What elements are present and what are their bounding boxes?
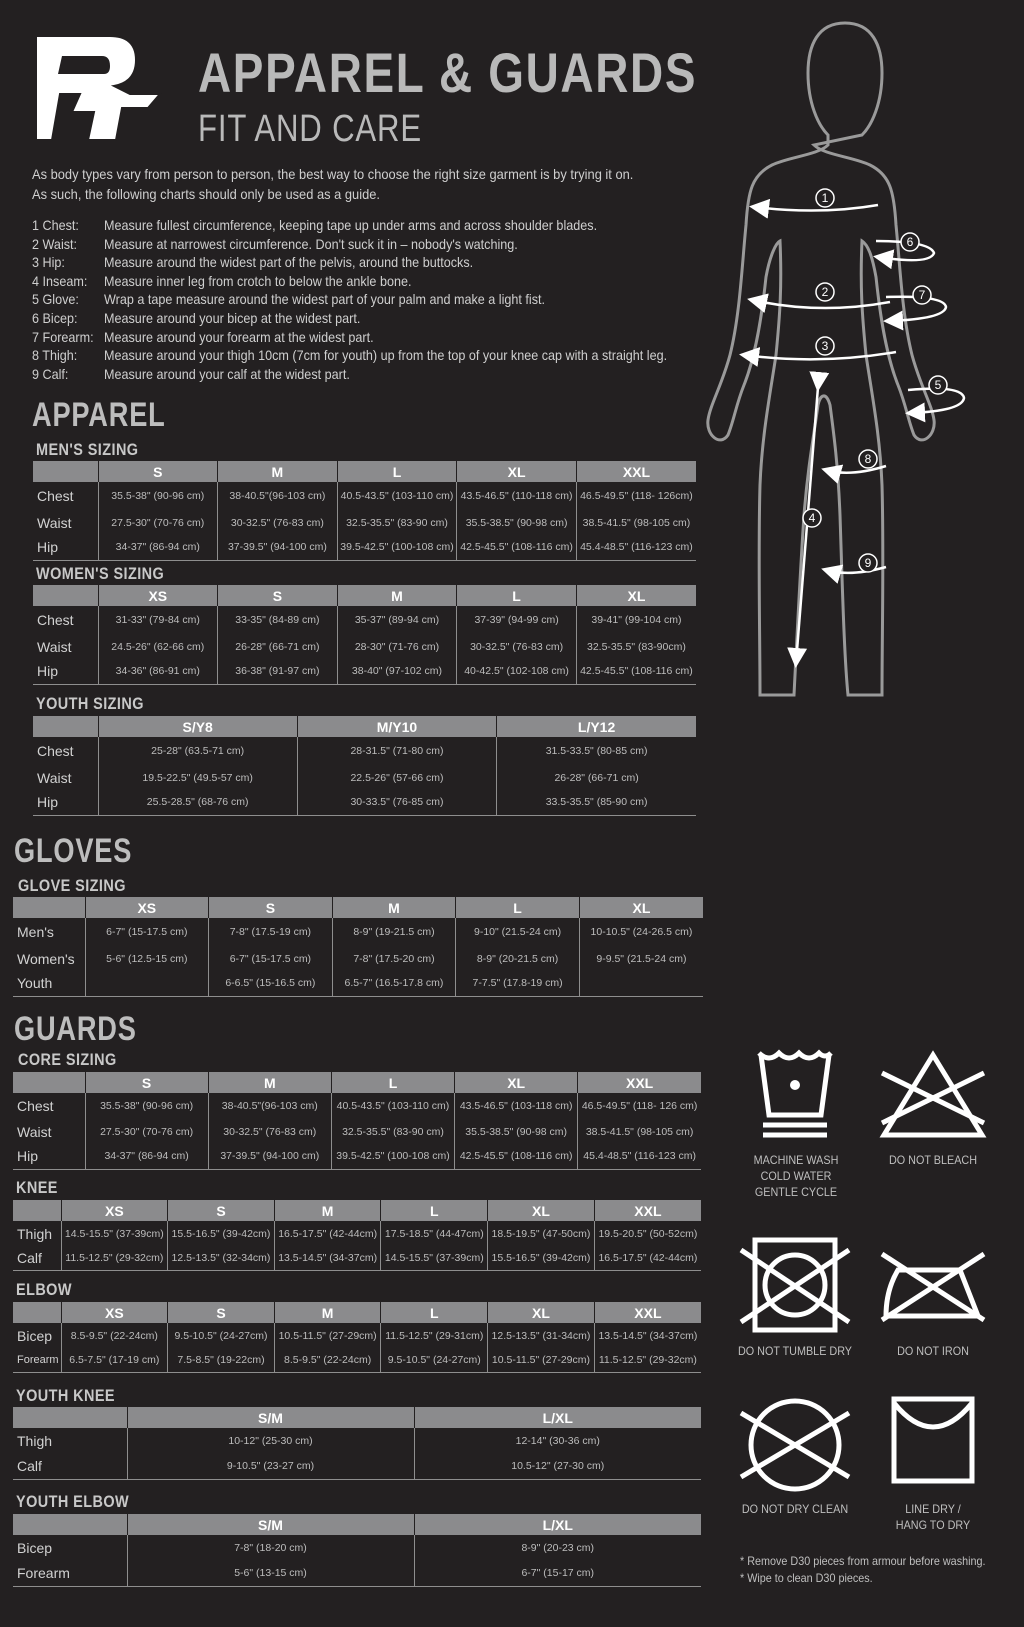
core-sizing-table bbox=[13, 1072, 701, 1170]
care-label-dry-clean: DO NOT DRY CLEAN bbox=[741, 1502, 849, 1516]
size-header: S bbox=[98, 461, 218, 482]
page-title: APPAREL & GUARDS bbox=[198, 41, 698, 104]
measurement-instructions bbox=[32, 216, 680, 383]
size-header: XS bbox=[61, 1200, 168, 1221]
marker-label-2: 2 bbox=[821, 285, 829, 299]
instruction-row: 4 Inseam: Measure inner leg from crotch to below the ankle bone. bbox=[32, 272, 412, 289]
table-row: Waist 27.5-30" (70-76 cm) 30-32.5" (76-83 cm) 32.5-35.5" (83-90 cm) 35.5-38.5" (90-98 cm) 38.5-41.5" (98-105 cm) bbox=[33, 510, 696, 535]
youth-elbow-sizing-table bbox=[13, 1514, 701, 1587]
marker-label-5: 5 bbox=[934, 378, 942, 392]
table-row: Youth 6-6.5" (15-16.5 cm) 6.5-7" (16.5-17.8 cm) 7-7.5" (17.8-19 cm) bbox=[13, 971, 703, 996]
size-header: L bbox=[331, 1072, 454, 1093]
apparel-heading: APPAREL bbox=[32, 396, 166, 434]
instruction-row: 5 Glove: Wrap a tape measure around the widest part of your palm and make a light fist. bbox=[32, 291, 545, 308]
marker-label-3: 3 bbox=[821, 339, 829, 353]
size-header: S bbox=[168, 1200, 275, 1221]
care-label-bleach: DO NOT BLEACH bbox=[888, 1153, 978, 1167]
instruction-row: 2 Waist: Measure at narrowest circumference. Don't suck it in – nobody's watching. bbox=[32, 235, 518, 252]
table-row: Thigh 14.5-15.5" (37-39cm) 15.5-16.5" (39-42cm) 16.5-17.5" (42-44cm) 17.5-18.5" (44-47cm) 18.5-19.5" (47-50cm) 19.5-20.5" (50-52cm) bbox=[13, 1221, 701, 1246]
instruction-row: 7 Forearm: Measure around your forearm at the widest part. bbox=[32, 328, 374, 345]
size-header: M/Y10 bbox=[297, 716, 496, 737]
size-header: XXL bbox=[578, 1072, 701, 1093]
size-header: S/Y8 bbox=[98, 716, 297, 737]
size-header: XS bbox=[98, 585, 218, 606]
size-header: M bbox=[337, 585, 457, 606]
size-header: S bbox=[209, 897, 333, 918]
size-header: XXL bbox=[576, 461, 696, 482]
line-dry-icon bbox=[890, 1395, 976, 1485]
size-header: L/XL bbox=[414, 1407, 701, 1428]
size-header: S bbox=[218, 585, 338, 606]
table-row: Hip 34-36" (86-91 cm) 36-38" (91-97 cm) 38-40" (97-102 cm) 40-42.5" (102-108 cm) 42.5-45.5" (108-116 cm) bbox=[33, 659, 696, 684]
table-row: Waist 27.5-30" (70-76 cm) 30-32.5" (76-83 cm) 32.5-35.5" (83-90 cm) 35.5-38.5" (90-98 cm) 38.5-41.5" (98-105 cm) bbox=[13, 1119, 701, 1144]
table-row: Hip 34-37" (86-94 cm) 37-39.5" (94-100 cm) 39.5-42.5" (100-108 cm) 42.5-45.5" (108-116 cm) 45.4-48.5" (116-123 cm) bbox=[33, 535, 696, 560]
knee-sizing-table bbox=[13, 1200, 701, 1271]
do-not-tumble-dry-icon bbox=[739, 1236, 851, 1336]
size-header: L bbox=[337, 461, 457, 482]
womens-sizing-table bbox=[33, 585, 696, 685]
size-header: L bbox=[457, 585, 577, 606]
care-label-tumble: DO NOT TUMBLE DRY bbox=[737, 1344, 853, 1358]
gloves-heading: GLOVES bbox=[14, 832, 133, 870]
body-measurement-figure bbox=[700, 15, 990, 725]
size-header: L bbox=[381, 1200, 488, 1221]
table-row: Hip 25.5-28.5" (68-76 cm) 30-33.5" (76-85 cm) 33.5-35.5" (85-90 cm) bbox=[33, 790, 696, 815]
marker-label-9: 9 bbox=[864, 556, 872, 570]
table-row: Forearm 5-6" (13-15 cm) 6-7" (15-17 cm) bbox=[13, 1561, 701, 1586]
table-row: Waist 19.5-22.5" (49.5-57 cm) 22.5-26" (57-66 cm) 26-28" (66-71 cm) bbox=[33, 765, 696, 790]
table-row: Chest 31-33" (79-84 cm) 33-35" (84-89 cm) 35-37" (89-94 cm) 37-39" (94-99 cm) 39-41" (99-104 cm) bbox=[33, 606, 696, 634]
do-not-bleach-icon bbox=[878, 1049, 988, 1141]
youth-elbow-heading: YOUTH ELBOW bbox=[16, 1492, 130, 1511]
size-header: L/XL bbox=[414, 1514, 701, 1535]
size-header: M bbox=[332, 897, 456, 918]
table-row: Calf 11.5-12.5" (29-32cm) 12.5-13.5" (32-34cm) 13.5-14.5" (34-37cm) 14.5-15.5" (37-39cm) 15.5-16.5" (39-42cm) 16.5-17.5" (42-44cm) bbox=[13, 1246, 701, 1270]
glove-sizing-table bbox=[13, 897, 703, 997]
elbow-heading: ELBOW bbox=[16, 1280, 72, 1299]
mens-sizing-table bbox=[33, 461, 696, 561]
size-header: XL bbox=[576, 585, 696, 606]
womens-sizing-heading: WOMEN'S SIZING bbox=[36, 564, 165, 583]
table-row: Bicep 7-8" (18-20 cm) 8-9" (20-23 cm) bbox=[13, 1535, 701, 1561]
marker-label-6: 6 bbox=[906, 235, 914, 249]
size-header: S/M bbox=[127, 1514, 414, 1535]
table-row: Men's 6-7" (15-17.5 cm) 7-8" (17.5-19 cm) 8-9" (19-21.5 cm) 9-10" (21.5-24 cm) 10-10.5" (24-26.5 cm) bbox=[13, 918, 703, 946]
marker-label-1: 1 bbox=[821, 191, 829, 205]
table-row: Chest 35.5-38" (90-96 cm) 38-40.5"(96-103 cm) 40.5-43.5" (103-110 cm) 43.5-46.5" (110-118 cm) 46.5-49.5" (118- 126cm) bbox=[33, 482, 696, 510]
size-header: S bbox=[168, 1302, 275, 1323]
size-header: L bbox=[381, 1302, 488, 1323]
machine-wash-icon bbox=[755, 1047, 835, 1143]
race-face-logo-icon bbox=[32, 32, 164, 144]
knee-heading: KNEE bbox=[16, 1178, 58, 1197]
size-header: M bbox=[274, 1200, 381, 1221]
instruction-row: 6 Bicep: Measure around your bicep at the widest part. bbox=[32, 309, 361, 326]
intro-text: As body types vary from person to person, the best way to choose the right size garment is by trying it on. As such, the following charts should only be used as a guide. bbox=[32, 166, 634, 202]
size-header: XS bbox=[85, 897, 209, 918]
marker-label-4: 4 bbox=[808, 511, 816, 525]
instruction-row: 8 Thigh: Measure around your thigh 10cm (7cm for youth) up from the top of your knee cap with a straight leg. bbox=[32, 347, 668, 364]
size-header: M bbox=[218, 461, 338, 482]
instruction-row: 3 Hip: Measure around the widest part of the pelvis, around the buttocks. bbox=[32, 254, 474, 271]
table-row: Chest 35.5-38" (90-96 cm) 38-40.5"(96-103 cm) 40.5-43.5" (103-110 cm) 43.5-46.5" (103-118 cm) 46.5-49.5" (118- 126 cm) bbox=[13, 1093, 701, 1119]
mens-sizing-heading: MEN'S SIZING bbox=[36, 440, 139, 459]
do-not-iron-icon bbox=[878, 1250, 988, 1324]
glove-sizing-heading: GLOVE SIZING bbox=[18, 876, 126, 895]
size-header: XL bbox=[488, 1200, 595, 1221]
table-row: Chest 25-28" (63.5-71 cm) 28-31.5" (71-80 cm) 31.5-33.5" (80-85 cm) bbox=[33, 737, 696, 765]
size-header: M bbox=[274, 1302, 381, 1323]
youth-knee-sizing-table bbox=[13, 1407, 701, 1480]
marker-label-7: 7 bbox=[918, 288, 926, 302]
table-row: Forearm 6.5-7.5" (17-19 cm) 7.5-8.5" (19-22cm) 8.5-9.5" (22-24cm) 9.5-10.5" (24-27cm) 10.5-11.5" (27-29cm) 11.5-12.5" (29-32cm) bbox=[13, 1348, 701, 1372]
size-header: XXL bbox=[594, 1200, 701, 1221]
youth-sizing-table bbox=[33, 716, 696, 816]
page-subtitle: FIT AND CARE bbox=[198, 108, 422, 150]
size-header: XS bbox=[61, 1302, 168, 1323]
instruction-row: 9 Calf: Measure around your calf at the widest part. bbox=[32, 365, 350, 382]
table-row: Calf 9-10.5" (23-27 cm) 10.5-12" (27-30 cm) bbox=[13, 1454, 701, 1479]
care-label-wash: MACHINE WASH COLD WATER GENTLE CYCLE bbox=[753, 1153, 839, 1199]
care-label-line-dry: LINE DRY / HANG TO DRY bbox=[895, 1502, 971, 1532]
size-header: XL bbox=[455, 1072, 578, 1093]
care-label-iron: DO NOT IRON bbox=[897, 1344, 969, 1358]
elbow-sizing-table bbox=[13, 1302, 701, 1373]
table-row: Hip 34-37" (86-94 cm) 37-39.5" (94-100 cm) 39.5-42.5" (100-108 cm) 42.5-45.5" (108-116 cm) 45.4-48.5" (116-123 cm) bbox=[13, 1144, 701, 1169]
do-not-dry-clean-icon bbox=[739, 1395, 851, 1495]
table-row: Waist 24.5-26" (62-66 cm) 26-28" (66-71 cm) 28-30" (71-76 cm) 30-32.5" (76-83 cm) 32.5-35.5" (83-90cm) bbox=[33, 634, 696, 659]
size-header: XL bbox=[579, 897, 703, 918]
marker-label-8: 8 bbox=[864, 452, 872, 466]
table-row: Bicep 8.5-9.5" (22-24cm) 9.5-10.5" (24-27cm) 10.5-11.5" (27-29cm) 11.5-12.5" (29-31cm) 12.5-13.5" (31-34cm) 13.5-14.5" (34-37cm) bbox=[13, 1323, 701, 1348]
care-notes: * Remove D30 pieces from armour before washing. * Wipe to clean D30 pieces. bbox=[740, 1554, 986, 1585]
guards-heading: GUARDS bbox=[14, 1010, 137, 1048]
core-sizing-heading: CORE SIZING bbox=[18, 1050, 117, 1069]
size-header: L bbox=[456, 897, 580, 918]
size-header: XL bbox=[457, 461, 577, 482]
youth-knee-heading: YOUTH KNEE bbox=[16, 1386, 115, 1405]
table-row: Women's 5-6" (12.5-15 cm) 6-7" (15-17.5 cm) 7-8" (17.5-20 cm) 8-9" (20-21.5 cm) 9-9.5" (21.5-24 cm) bbox=[13, 946, 703, 971]
size-header: M bbox=[208, 1072, 331, 1093]
size-header: S bbox=[85, 1072, 208, 1093]
size-header: XXL bbox=[594, 1302, 701, 1323]
size-header: XL bbox=[488, 1302, 595, 1323]
size-header: S/M bbox=[127, 1407, 414, 1428]
instruction-row: 1 Chest: Measure fullest circumference, keeping tape up under arms and across shoulder blades. bbox=[32, 217, 598, 233]
size-header: L/Y12 bbox=[497, 716, 696, 737]
youth-sizing-heading: YOUTH SIZING bbox=[36, 694, 144, 713]
table-row: Thigh 10-12" (25-30 cm) 12-14" (30-36 cm) bbox=[13, 1428, 701, 1454]
